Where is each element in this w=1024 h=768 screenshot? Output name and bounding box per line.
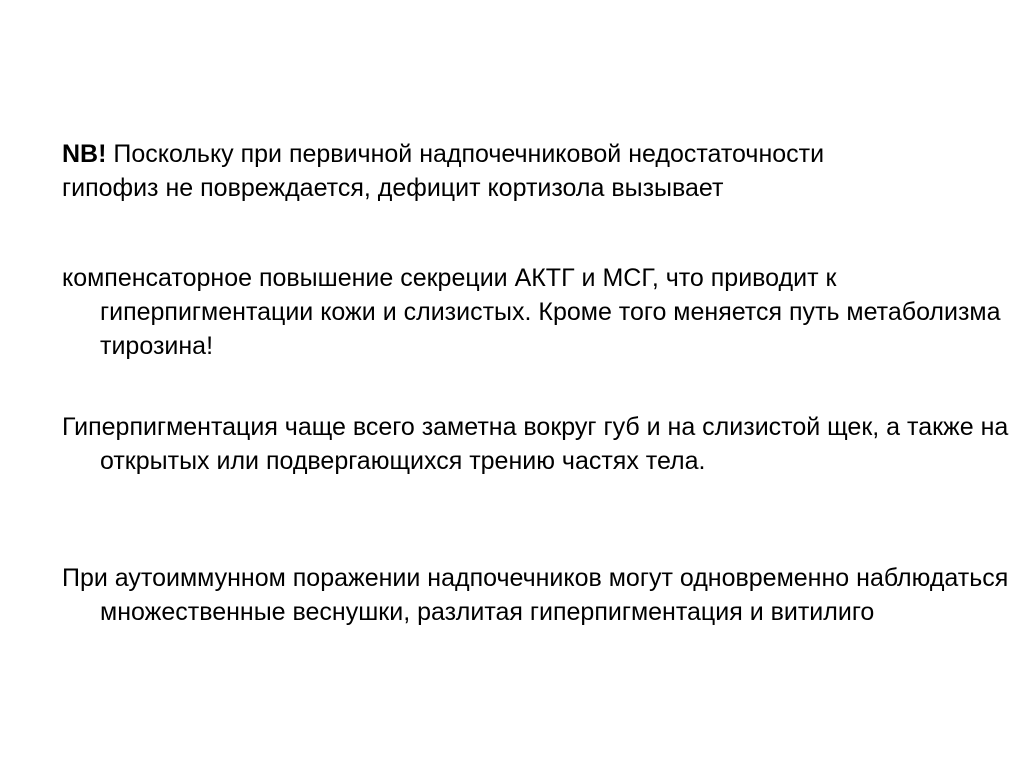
nb-label: NB! xyxy=(62,140,107,168)
paragraph-compensatory xyxy=(62,261,1020,363)
paragraph-hyperpigmentation xyxy=(62,410,1020,478)
paragraph-nb-text: Поскольку при первичной надпочечниковой недостаточности xyxy=(106,140,825,168)
paragraph-nb xyxy=(62,137,1020,205)
paragraph-compensatory-text: компенсаторное повышение секреции АКТГ и МСГ, что приводит к гиперпигментации кожи и слизистых. Кроме того меняется путь метаболизма тирозина! xyxy=(62,264,1001,360)
paragraph-autoimmune-text: При аутоиммунном поражении надпочечников могут одновременно наблюдаться множественные веснушки, разлитая гиперпигментация и витилиго xyxy=(62,564,1009,626)
paragraph-nb-continuation: гипофиз не повреждается, дефицит кортизола вызывает xyxy=(62,174,724,202)
paragraph-hyperpigmentation-text: Гиперпигментация чаще всего заметна вокруг губ и на слизистой щек, а также на открытых или подвергающихся трению частях тела. xyxy=(62,413,1009,475)
paragraph-autoimmune xyxy=(62,561,1020,629)
